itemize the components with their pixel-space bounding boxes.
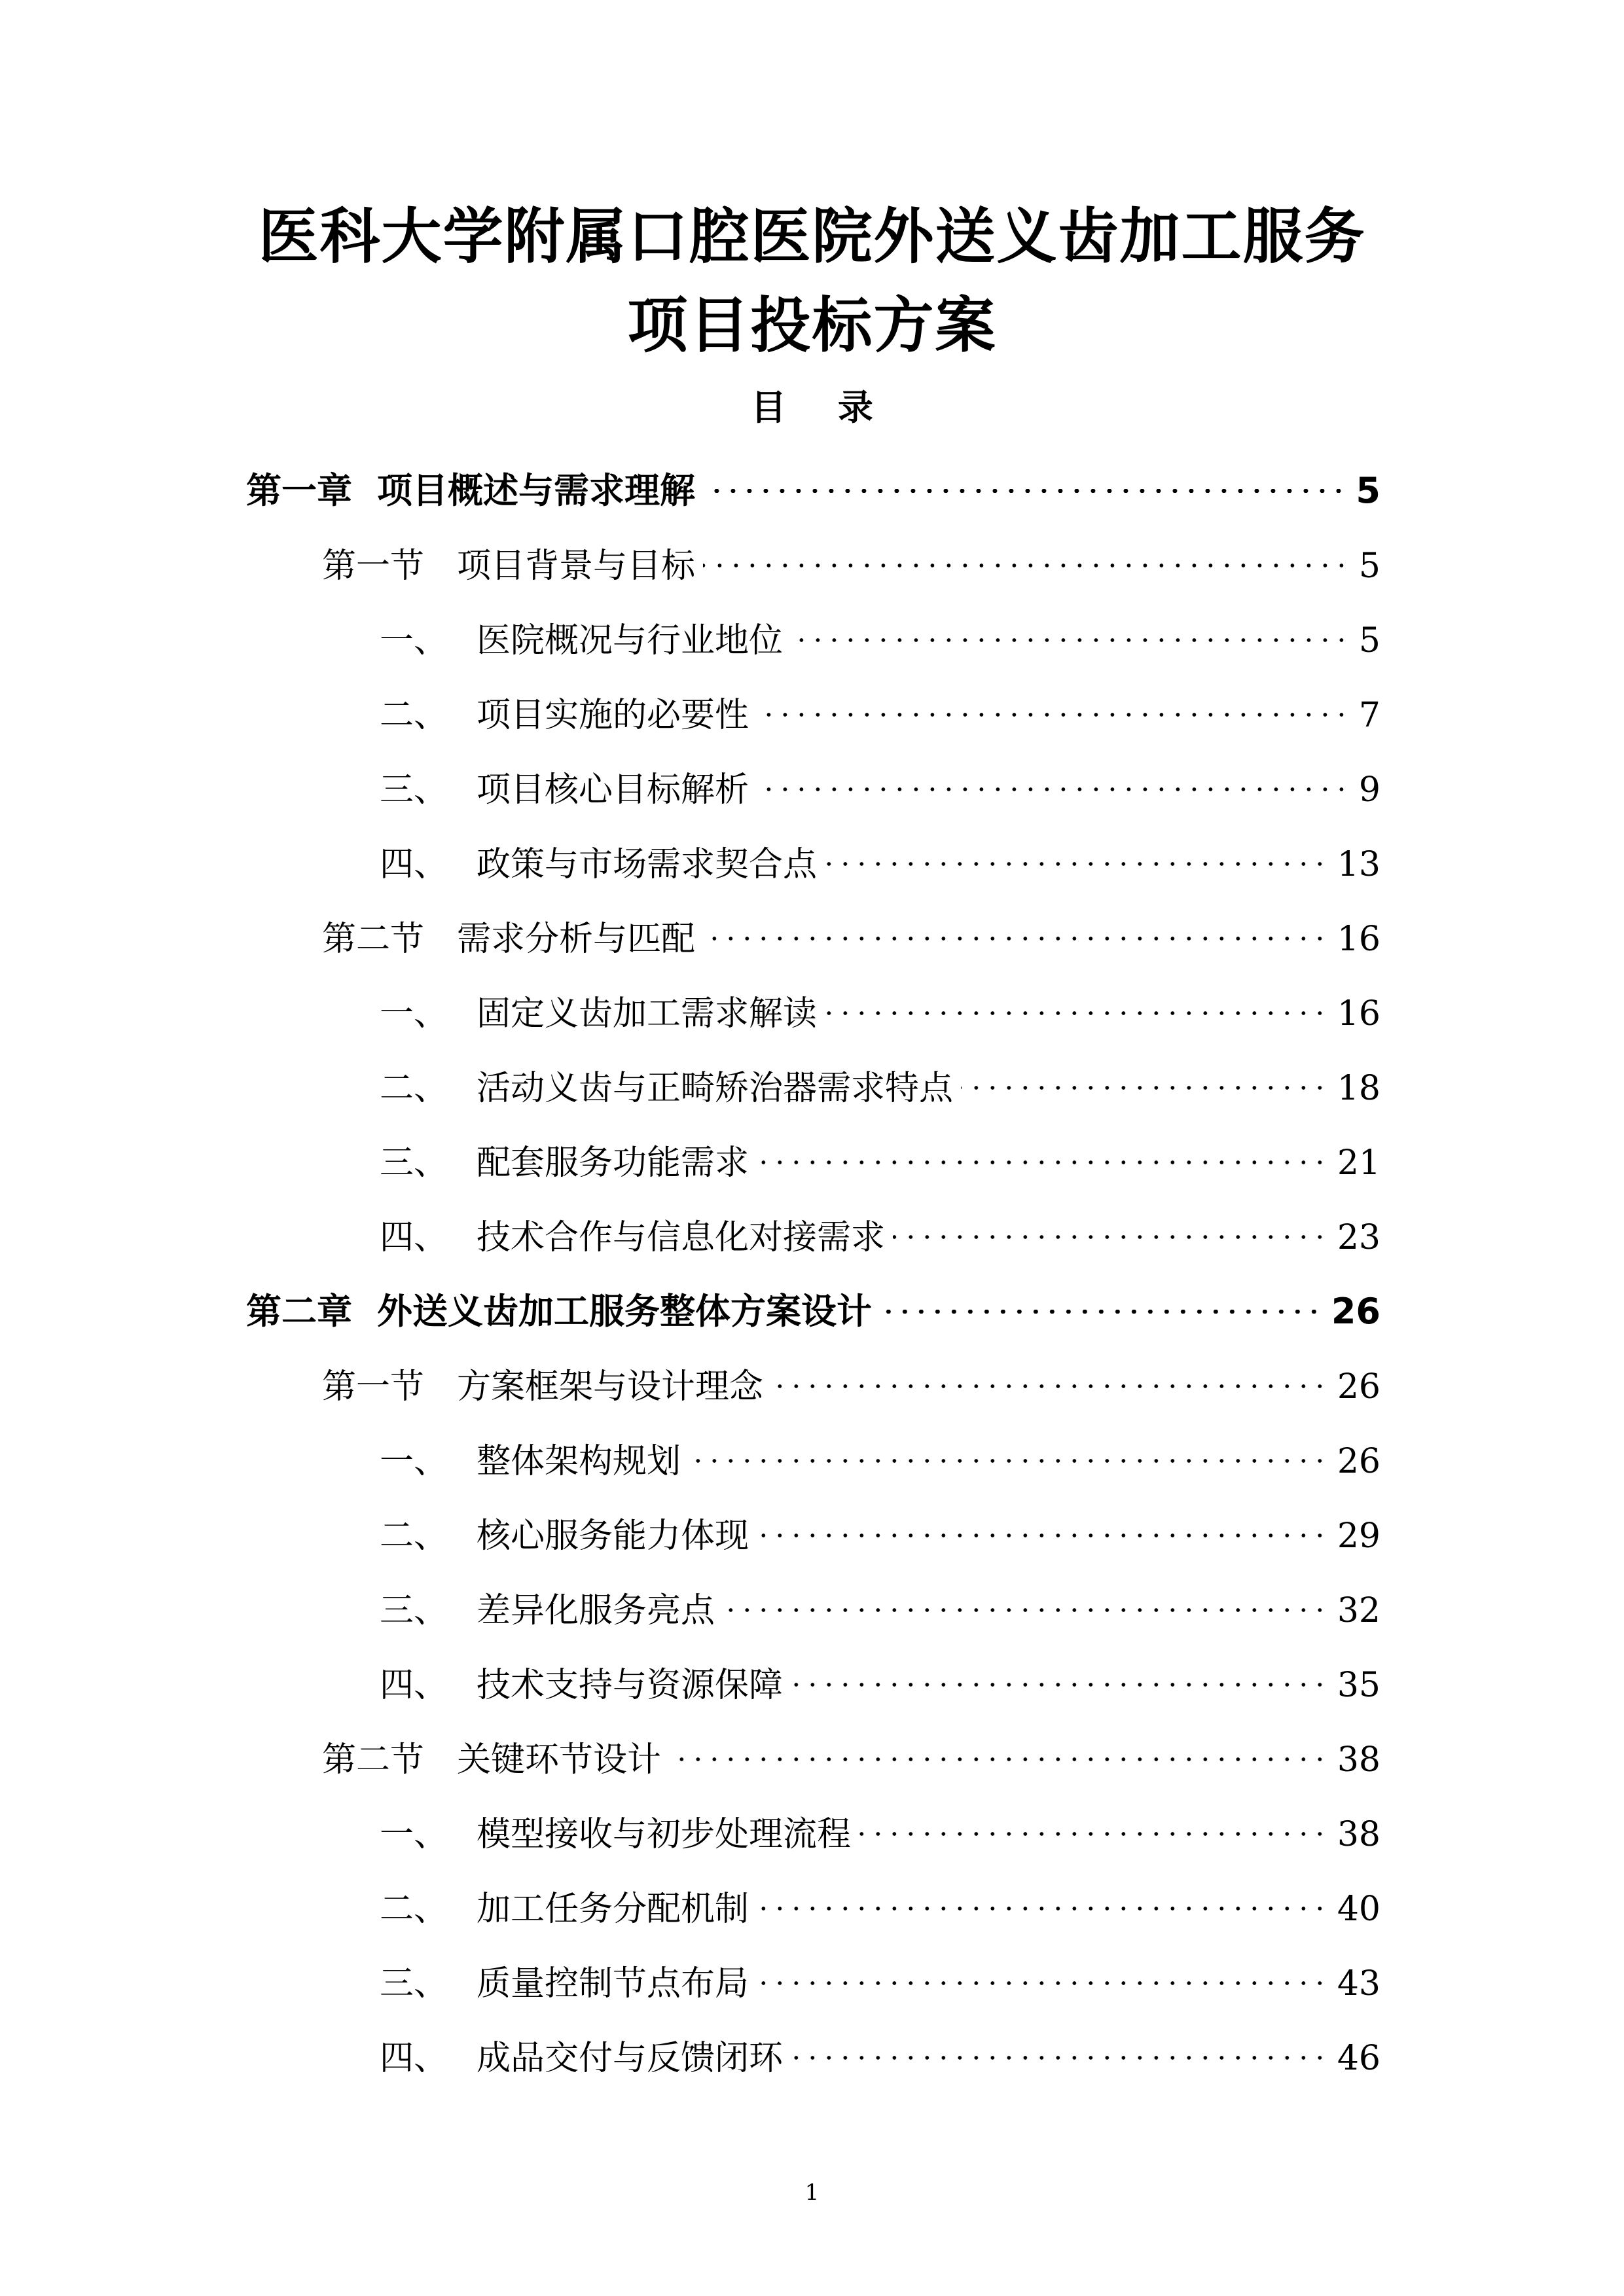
toc-entry-number: 第一节: [322, 1367, 425, 1407]
toc-entry-page: 32: [1337, 1591, 1380, 1630]
toc-entry-page: 40: [1337, 1890, 1380, 1929]
toc-entry-number: 四、: [380, 2039, 448, 2078]
toc-entry-number: 一、: [380, 621, 448, 660]
toc-entry-page: 9: [1358, 770, 1380, 810]
toc-entry-section[interactable]: [322, 1725, 1380, 1780]
toc-entry-label: 需求分析与匹配: [457, 920, 696, 959]
toc-entry-label: 技术支持与资源保障: [477, 1666, 784, 1705]
toc-entry-item[interactable]: [380, 1501, 1380, 1556]
page-number: 1: [804, 2179, 820, 2206]
toc-entry-number: 二、: [380, 1890, 448, 1929]
toc-entry-number: 一、: [380, 1442, 448, 1481]
toc-entry-page: 5: [1356, 470, 1380, 511]
dot-leader: [723, 1576, 1328, 1622]
dot-leader: [689, 1427, 1328, 1473]
toc-entry-number: 二、: [380, 1516, 448, 1556]
dot-leader: [791, 1651, 1328, 1696]
toc-entry-page: 13: [1337, 845, 1380, 884]
toc-entry-item[interactable]: [380, 2024, 1380, 2078]
dot-leader: [961, 1054, 1328, 1100]
toc-entry-item[interactable]: [380, 1800, 1380, 1854]
dot-leader: [669, 1725, 1328, 1771]
toc-entry-page: 38: [1337, 1740, 1380, 1780]
toc-entry-number: 三、: [380, 1143, 448, 1183]
dot-leader: [771, 1352, 1328, 1398]
toc-entry-page: 26: [1337, 1367, 1380, 1407]
toc-entry-number: 第二章: [246, 1291, 352, 1332]
dot-leader: [703, 457, 1346, 503]
toc-entry-label: 方案框架与设计理念: [457, 1367, 764, 1407]
dot-leader: [757, 1501, 1328, 1547]
toc-entry-label: 医院概况与行业地位: [477, 621, 784, 660]
toc-entry-label: 关键环节设计: [457, 1740, 662, 1780]
dot-leader: [757, 1949, 1328, 1995]
toc-entry-section[interactable]: [322, 531, 1380, 586]
toc-entry-number: 第二节: [322, 1740, 425, 1780]
toc-entry-label: 政策与市场需求契合点: [477, 845, 818, 884]
toc-entry-page: 46: [1337, 2039, 1380, 2078]
dot-leader: [757, 1874, 1328, 1920]
toc-entry-number: 三、: [380, 1591, 448, 1630]
toc-entry-number: 四、: [380, 845, 448, 884]
toc-entry-item[interactable]: [380, 1427, 1380, 1481]
toc-entry-item[interactable]: [380, 1576, 1380, 1630]
toc-entry-page: 35: [1337, 1666, 1380, 1705]
toc-entry-number: 一、: [380, 994, 448, 1033]
toc-entry-page: 38: [1337, 1815, 1380, 1854]
dot-leader: [825, 979, 1328, 1025]
toc-heading: 目 录: [751, 387, 893, 428]
dot-leader: [825, 830, 1328, 876]
dot-leader: [880, 1278, 1322, 1323]
toc-entry-section[interactable]: [322, 1352, 1380, 1407]
toc-entry-number: 第二节: [322, 920, 425, 959]
toc-entry-chapter[interactable]: [246, 1278, 1380, 1332]
toc-entry-page: 16: [1337, 994, 1380, 1033]
toc-entry-page: 23: [1337, 1218, 1380, 1257]
toc-entry-label: 固定义齿加工需求解读: [477, 994, 818, 1033]
toc-entry-label: 技术合作与信息化对接需求: [477, 1218, 886, 1257]
toc-entry-chapter[interactable]: [246, 457, 1380, 511]
dot-leader: [757, 1128, 1328, 1174]
toc-entry-label: 外送义齿加工服务整体方案设计: [377, 1291, 872, 1332]
dot-leader: [791, 2024, 1328, 2070]
toc-entry-number: 三、: [380, 1964, 448, 2003]
toc-entry-page: 29: [1337, 1516, 1380, 1556]
toc-entry-item[interactable]: [380, 1054, 1380, 1108]
toc-entry-item[interactable]: [380, 681, 1380, 735]
toc-entry-number: 一、: [380, 1815, 448, 1854]
toc-entry-page: 16: [1337, 920, 1380, 959]
toc-entry-item[interactable]: [380, 830, 1380, 884]
toc-entry-item[interactable]: [380, 1128, 1380, 1183]
toc-entry-page: 21: [1337, 1143, 1380, 1183]
toc-entry-label: 整体架构规划: [477, 1442, 681, 1481]
toc-entry-section[interactable]: [322, 905, 1380, 959]
toc-entry-number: 四、: [380, 1218, 448, 1257]
toc-entry-page: 5: [1358, 621, 1380, 660]
toc-entry-number: 二、: [380, 1069, 448, 1108]
toc-entry-label: 模型接收与初步处理流程: [477, 1815, 852, 1854]
toc-entry-number: 三、: [380, 770, 448, 810]
dot-leader: [703, 531, 1350, 577]
toc-entry-number: 第一章: [246, 470, 352, 511]
toc-entry-label: 质量控制节点布局: [477, 1964, 749, 2003]
toc-entry-number: 二、: [380, 696, 448, 735]
toc-entry-item[interactable]: [380, 606, 1380, 660]
dot-leader: [893, 1203, 1328, 1249]
document-title-line-2: 项目投标方案: [627, 291, 997, 361]
dot-leader: [703, 905, 1328, 950]
toc-entry-label: 差异化服务亮点: [477, 1591, 715, 1630]
toc-entry-number: 第一节: [322, 547, 425, 586]
dot-leader: [757, 681, 1350, 726]
dot-leader: [757, 755, 1350, 801]
toc-entry-page: 18: [1337, 1069, 1380, 1108]
toc-entry-page: 26: [1331, 1291, 1380, 1332]
toc-entry-item[interactable]: [380, 1203, 1380, 1257]
toc-entry-label: 项目背景与目标: [457, 547, 696, 586]
toc-entry-page: 26: [1337, 1442, 1380, 1481]
toc-entry-item[interactable]: [380, 1949, 1380, 2003]
toc-entry-label: 项目核心目标解析: [477, 770, 749, 810]
toc-entry-item[interactable]: [380, 755, 1380, 810]
toc-entry-page: 5: [1358, 547, 1380, 586]
toc-entry-page: 43: [1337, 1964, 1380, 2003]
dot-leader: [859, 1800, 1328, 1846]
toc-entry-page: 7: [1358, 696, 1380, 735]
toc-entry-label: 活动义齿与正畸矫治器需求特点: [477, 1069, 954, 1108]
toc-entry-number: 四、: [380, 1666, 448, 1705]
toc-entry-item[interactable]: [380, 1874, 1380, 1929]
toc-entry-label: 配套服务功能需求: [477, 1143, 749, 1183]
dot-leader: [791, 606, 1350, 652]
toc-entry-label: 成品交付与反馈闭环: [477, 2039, 784, 2078]
toc-entry-label: 加工任务分配机制: [477, 1890, 749, 1929]
toc-entry-item[interactable]: [380, 1651, 1380, 1705]
toc-entry-label: 项目概述与需求理解: [377, 470, 695, 511]
toc-entry-label: 项目实施的必要性: [477, 696, 749, 735]
toc-entry-item[interactable]: [380, 979, 1380, 1033]
toc-entry-label: 核心服务能力体现: [477, 1516, 749, 1556]
document-title-line-1: 医科大学附属口腔医院外送义齿加工服务: [258, 202, 1366, 272]
